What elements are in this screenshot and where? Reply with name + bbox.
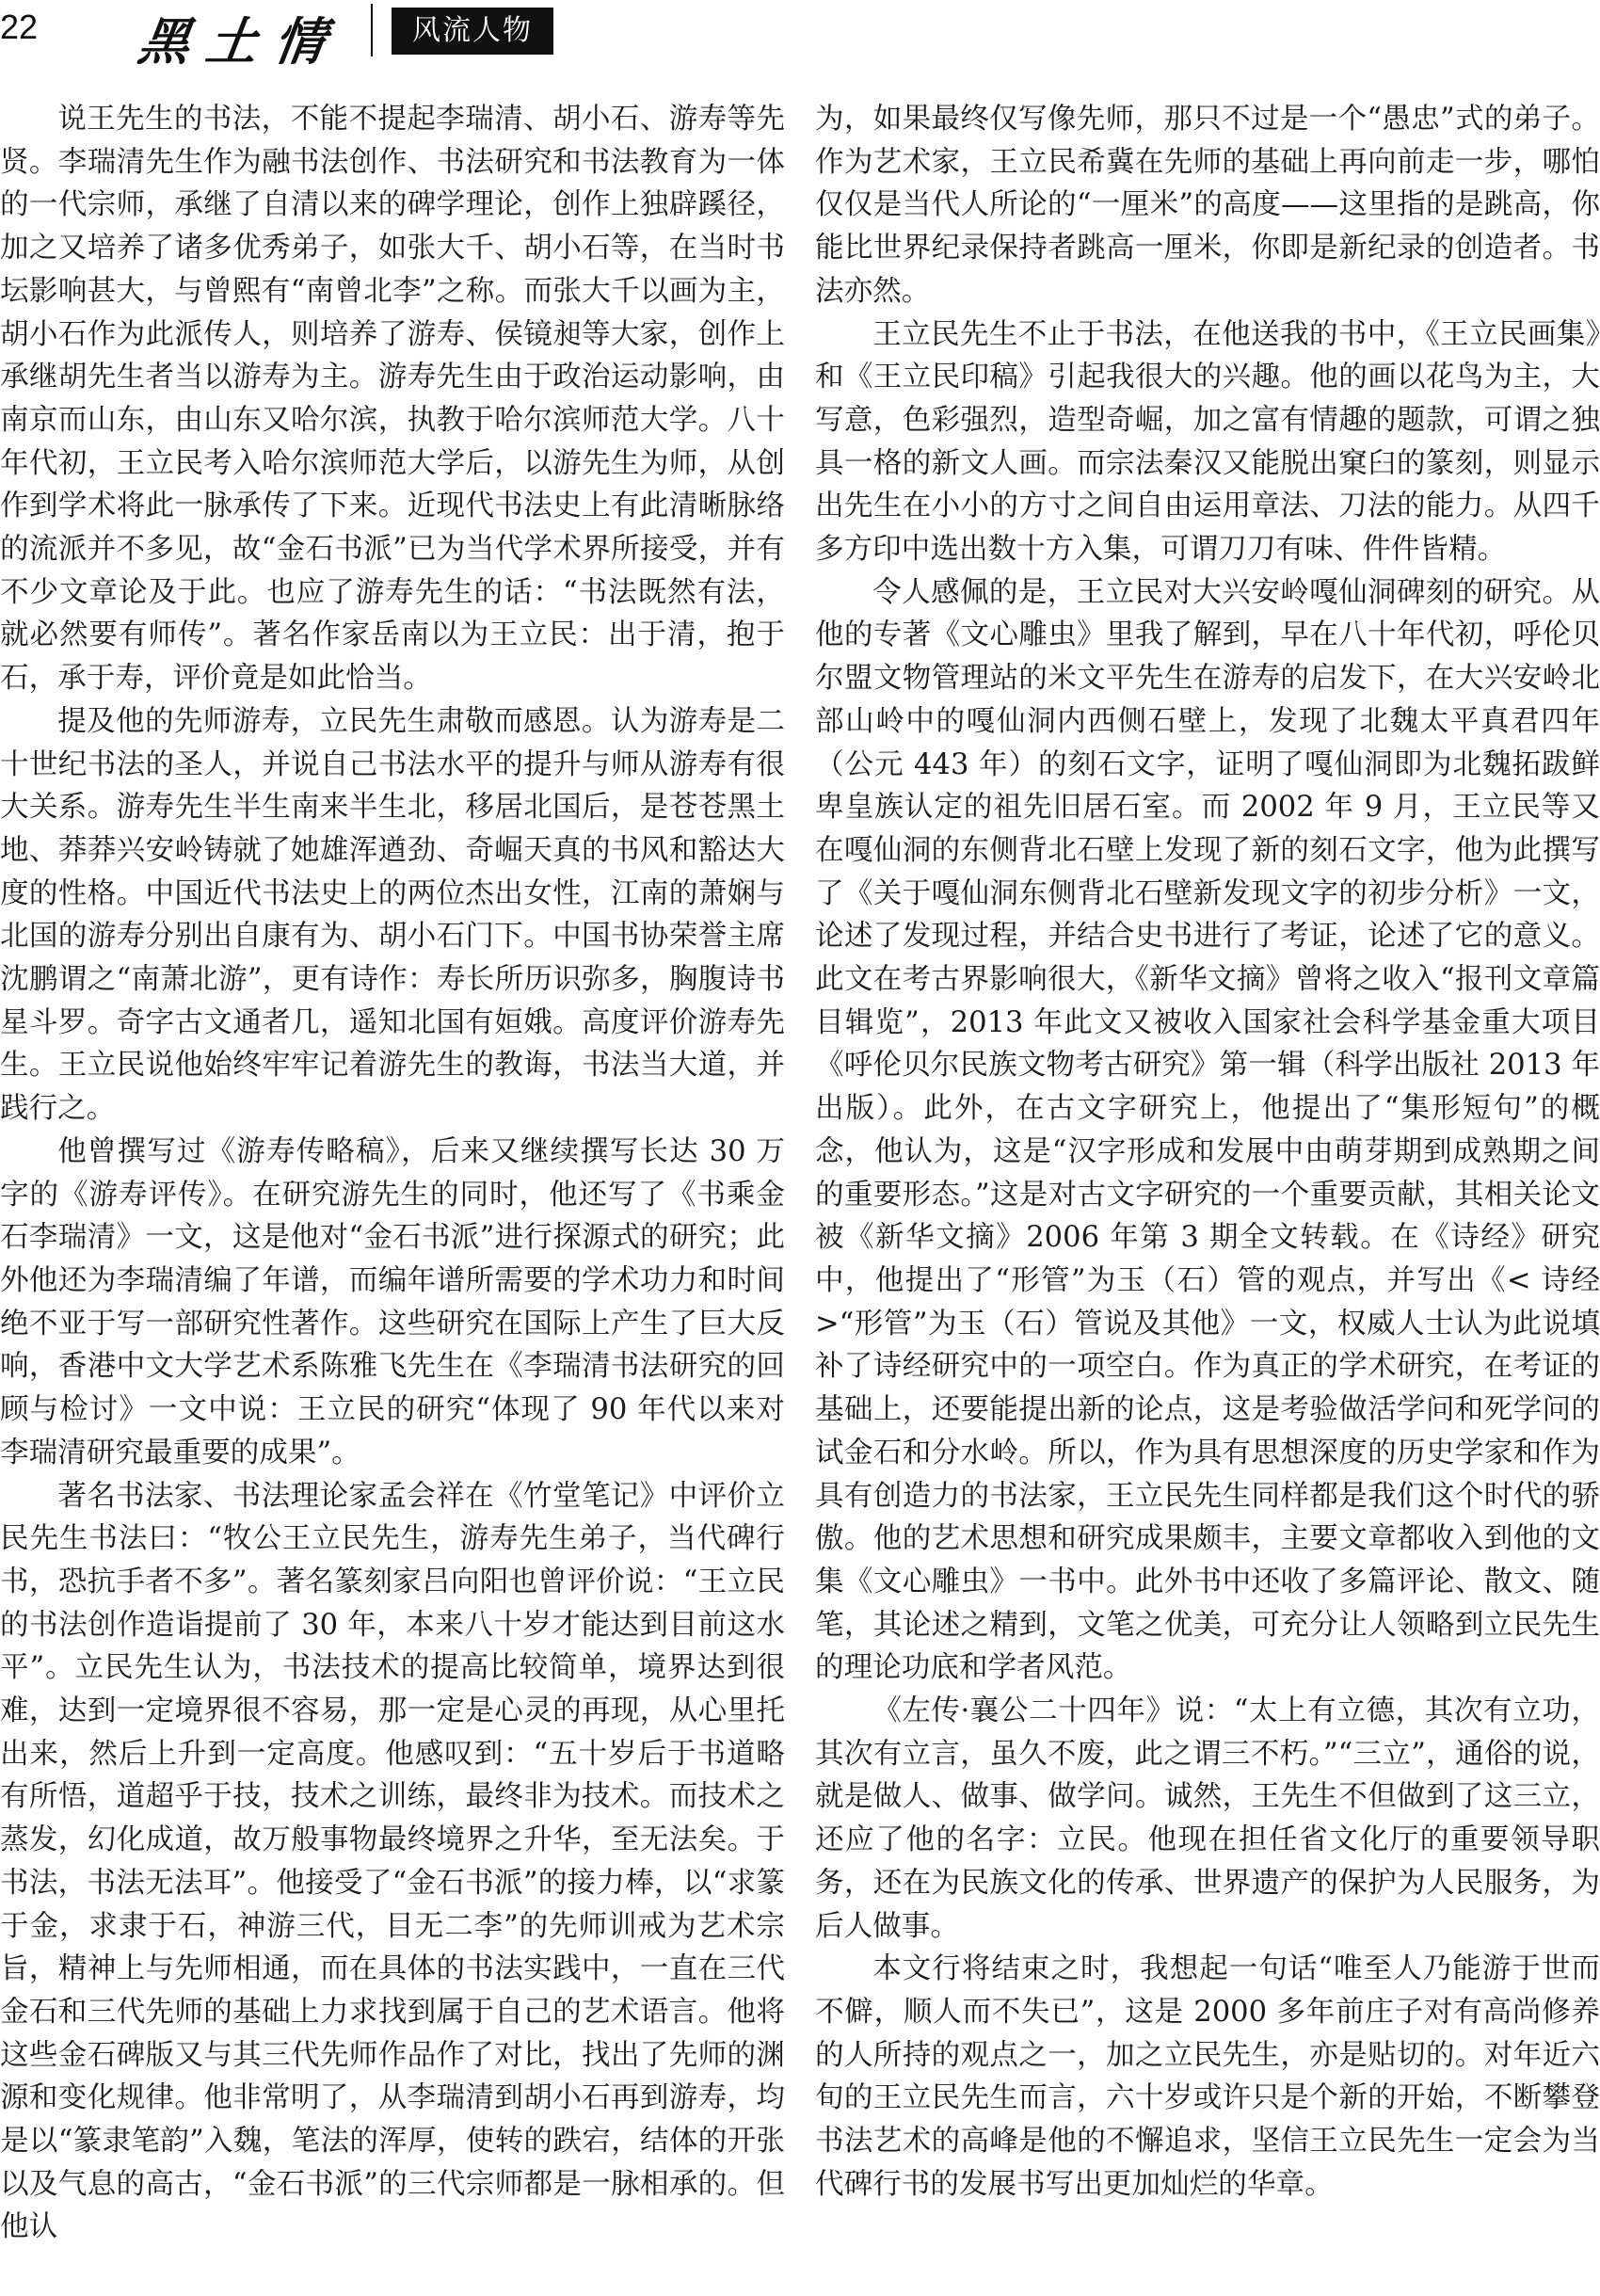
paragraph-continued: 为，如果最终仅写像先师，那只不过是一个“愚忠”式的弟子。作为艺术家，王立民希冀在先师的基础上再向前走一步，哪怕仅仅是当代人所论的“一厘米”的高度——这里指的是跳高，你能比世界纪录保持者跳高一厘米，你即是新纪录的创造者。书法亦然。 [815,103,1600,308]
paragraph: 提及他的先师游寿，立民先生肃敬而感恩。认为游寿是二十世纪书法的圣人，并说自己书法水平的提升与师从游寿有很大关系。游寿先生半生南来半生北，移居北国后，是苍苍黑土地、莽莽兴安岭铸就了她雄浑遒劲、奇崛天真的书风和豁达大度的性格。中国近代书法史上的两位杰出女性，江南的萧娴与北国的游寿分别出自康有为、胡小石门下。中国书协荣誉主席沈鹏谓之“南萧北游”，更有诗作：寿长所历识弥多，胸腹诗书星斗罗。奇字古文通者几，遥知北国有姮娥。高度评价游寿先生。王立民说他始终牢牢记着游先生的教诲，书法当大道，并践行之。 [0,704,785,1126]
paragraph: 他曾撰写过《游寿传略稿》，后来又继续撰写长达 30 万字的《游寿评传》。在研究游先生的同时，他还写了《书乘金石李瑞清》一文，这是他对“金石书派”进行探源式的研究；此外他还为李瑞清编了年谱，而编年谱所需要的学术功力和时间绝不亚于写一部研究性著作。这些研究在国际上产生了巨大反响，香港中文大学艺术系陈雅飞先生在《李瑞清书法研究的回顾与检讨》一文中说：王立民的研究“体现了 90 年代以来对李瑞清研究最重要的成果”。 [0,1134,785,1469]
masthead-logo: 黑土情 [135,11,347,72]
page-number: 22 [0,8,39,46]
article-column-left [0,98,785,2249]
article-column-right [815,98,1600,2206]
header-divider [371,4,373,56]
paragraph: 著名书法家、书法理论家孟会祥在《竹堂笔记》中评价立民先生书法曰：“牧公王立民先生，游寿先生弟子，当代碑行书，恐抗手者不多”。著名篆刻家吕向阳也曾评价说：“王立民的书法创作造诣提前了 30 年，本来八十岁才能达到目前这水平”。立民先生认为，书法技术的提高比较简单，境界达到很难，达到一定境界很不容易，那一定是心灵的再现，从心里托出来，然后上升到一定高度。他感叹到：“五十岁后于书道略有所悟，道超乎于技，技术之训练，最终非为技术。而技术之蒸发，幻化成道，故万般事物最终境界之升华，至无法矣。于书法，书法无法耳”。他接受了“金石书派”的接力棒，以“求篆于金，求隶于石，神游三代，目无二李”的先师训戒为艺术宗旨，精神上与先师相通，而在具体的书法实践中，一直在三代金石和三代先师的基础上力求找到属于自己的艺术语言。他将这些金石碑版又与其三代先师作品作了对比，找出了先师的渊源和变化规律。他非常明了，从李瑞清到胡小石再到游寿，均是以“篆隶笔韵”入魏，笔法的浑厚，使转的跌宕，结体的开张以及气息的高古，“金石书派”的三代宗师都是一脉相承的。但他认 [0,1479,785,2244]
section-label: 风流人物 [392,8,553,55]
page-header [0,0,1600,72]
paragraph: 本文行将结束之时，我想起一句话“唯至人乃能游于世而不僻，顺人而不失已”，这是 2000 多年前庄子对有高尚修养的人所持的观点之一，加之立民先生，亦是贴切的。对年近六旬的王立民先生而言，六十岁或许只是个新的开始，不断攀登书法艺术的高峰是他的不懈追求，坚信王立民先生一定会为当代碑行书的发展书写出更加灿烂的华章。 [815,1952,1600,2201]
paragraph: 说王先生的书法，不能不提起李瑞清、胡小石、游寿等先贤。李瑞清先生作为融书法创作、书法研究和书法教育为一体的一代宗师，承继了自清以来的碑学理论，创作上独辟蹊径，加之又培养了诸多优秀弟子，如张大千、胡小石等，在当时书坛影响甚大，与曾熙有“南曾北李”之称。而张大千以画为主，胡小石作为此派传人，则培养了游寿、侯镜昶等大家，创作上承继胡先生者当以游寿为主。游寿先生由于政治运动影响，由南京而山东，由山东又哈尔滨，执教于哈尔滨师范大学。八十年代初，王立民考入哈尔滨师范大学后，以游先生为师，从创作到学术将此一脉承传了下来。近现代书法史上有此清晰脉络的流派并不多见，故“金石书派”已为当代学术界所接受，并有不少文章论及于此。也应了游寿先生的话：“书法既然有法，就必然要有师传”。著名作家岳南以为王立民：出于清，抱于石，承于寿，评价竟是如此恰当。 [0,103,785,696]
paragraph: 《左传·襄公二十四年》说：“太上有立德，其次有立功，其次有立言，虽久不废，此之谓三不朽。”“三立”，通俗的说，就是做人、做事、做学问。诚然，王先生不但做到了这三立，还应了他的名字：立民。他现在担任省文化厅的重要领导职务，还在为民族文化的传承、世界遗产的保护为人民服务，为后人做事。 [815,1694,1600,1943]
paragraph: 王立民先生不止于书法，在他送我的书中，《王立民画集》和《王立民印稿》引起我很大的兴趣。他的画以花鸟为主，大写意，色彩强烈，造型奇崛，加之富有情趣的题款，可谓之独具一格的新文人画。而宗法秦汉又能脱出窠臼的篆刻，则显示出先生在小小的方寸之间自由运用章法、刀法的能力。从四千多方印中选出数十方入集，可谓刀刀有味、件件皆精。 [815,317,1600,567]
paragraph: 令人感佩的是，王立民对大兴安岭嘎仙洞碑刻的研究。从他的专著《文心雕虫》里我了解到，早在八十年代初，呼伦贝尔盟文物管理站的米文平先生在游寿的启发下，在大兴安岭北部山岭中的嘎仙洞内西侧石壁上，发现了北魏太平真君四年（公元 443 年）的刻石文字，证明了嘎仙洞即为北魏拓跋鲜卑皇族认定的祖先旧居石室。而 2002 年 9 月，王立民等又在嘎仙洞的东侧背北石壁上发现了新的刻石文字，他为此撰写了《关于嘎仙洞东侧背北石壁新发现文字的初步分析》一文，论述了发现过程，并结合史书进行了考证，论述了它的意义。此文在考古界影响很大，《新华文摘》曾将之收入“报刊文章篇目辑览”，2013 年此文又被收入国家社会科学基金重大项目《呼伦贝尔民族文物考古研究》第一辑（科学出版社 2013 年出版）。此外，在古文字研究上，他提出了“集形短句”的概念，他认为，这是“汉字形成和发展中由萌芽期到成熟期之间的重要形态。”这是对古文字研究的一个重要贡献，其相关论文被《新华文摘》2006 年第 3 期全文转载。在《诗经》研究中，他提出了“形管”为玉（石）管的观点，并写出《< 诗经 >“形管”为玉（石）管说及其他》一文，权威人士认为此说填补了诗经研究中的一项空白。作为真正的学术研究，在考证的基础上，还要能提出新的论点，这是考验做活学问和死学问的试金石和分水岭。所以，作为具有思想深度的历史学家和作为具有创造力的书法家，王立民先生同样都是我们这个时代的骄傲。他的艺术思想和研究成果颇丰，主要文章都收入到他的文集《文心雕虫》一书中。此外书中还收了多篇评论、散文、随笔，其论述之精到，文笔之优美，可充分让人领略到立民先生的理论功底和学者风范。 [815,575,1600,1685]
